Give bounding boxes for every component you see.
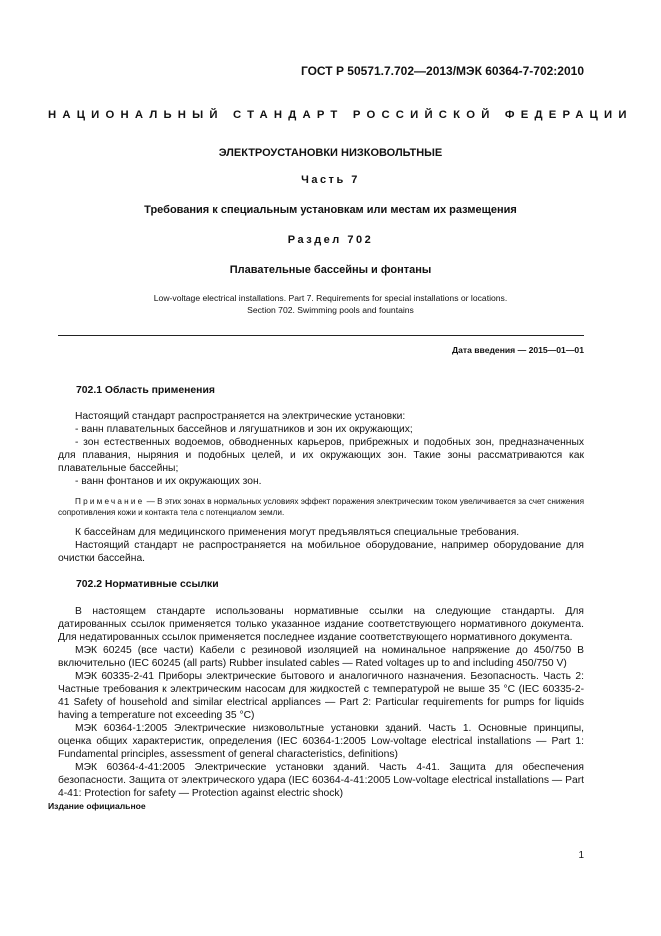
reference-item: МЭК 60364-1:2005 Электрические низковольтные установки зданий. Часть 1. Основные принципы, оценка общих характеристик, определения (IEC 60364-1:2005 Low-voltage electrical installations — Part 1: Fundamental principles, assessment of general characteristics, definitions) bbox=[58, 723, 584, 760]
section-702-1-body bbox=[58, 410, 584, 488]
reference-item: МЭК 60245 (все части) Кабели с резиновой изоляцией на номинальное напряжение до 450/750 В включительно (IEC 60245 (all parts) Rubber insulated cables — Rated voltages up to and including 450/750 V) bbox=[58, 645, 584, 669]
note-paragraph bbox=[58, 496, 584, 518]
official-edition-label: Издание официальное bbox=[48, 801, 146, 811]
list-item: - ванн плавательных бассейнов и лягушатников и зон их окружающих; bbox=[75, 424, 413, 435]
title-main: ЭЛЕКТРОУСТАНОВКИ НИЗКОВОЛЬТНЫЕ bbox=[218, 147, 443, 159]
section-702-1-heading: 702.1 Область применения bbox=[76, 385, 215, 396]
list-item: - зон естественных водоемов, обводненных карьеров, прибрежных и подобных зон, предназначенных для плавания, ныряния и подобных целей, и их окружающих зон. Такие зоны рассматриваются как плавательные бассейны; bbox=[58, 437, 584, 474]
note-label: Примечание bbox=[75, 497, 145, 506]
english-title bbox=[58, 292, 603, 316]
paragraph: К бассейнам для медицинского применения могут предъявляться специальные требования. bbox=[75, 527, 520, 538]
page-number: 1 bbox=[578, 850, 584, 861]
title-part-name: Требования к специальным установкам или местам их размещения bbox=[144, 204, 517, 216]
section-702-2-body bbox=[58, 605, 584, 800]
title-section: Раздел 702 bbox=[287, 234, 374, 246]
list-item: - ванн фонтанов и их окружающих зон. bbox=[75, 476, 262, 487]
introduction-date: Дата введения — 2015—01—01 bbox=[451, 345, 584, 355]
standard-code: ГОСТ Р 50571.7.702—2013/МЭК 60364-7-702:2010 bbox=[300, 64, 584, 78]
title-section-name: Плавательные бассейны и фонтаны bbox=[229, 264, 432, 276]
divider bbox=[58, 335, 584, 336]
paragraph: В настоящем стандарте использованы нормативные ссылки на следующие стандарты. Для датированных ссылок применяется только указанное издание соответствующего нормативного документа. Для недатированных ссылок применяется последнее издание соответствующего нормативного документа. bbox=[58, 606, 584, 643]
section-702-1-body-2 bbox=[58, 526, 584, 565]
reference-item: МЭК 60335-2-41 Приборы электрические бытового и аналогичного назначения. Безопасность. Часть 2: Частные требования к электрическим насосам для жидкостей с температурой не выше 35 °С (IEC 60335-2-41 Safety of household and similar electrical appliances — Part 2: Particular requirements for pumps for liquids having a temperature not exceeding 35 °С) bbox=[58, 671, 584, 721]
title-part: Часть 7 bbox=[301, 174, 360, 186]
reference-item: МЭК 60364-4-41:2005 Электрические установки зданий. Часть 4-41. Защита для обеспечения безопасности. Защита от электрического удара (IEC 60364-4-41:2005 Low-voltage electrical installations — Part 4-41: Protection for safety — Protection against electric shock) bbox=[58, 762, 584, 799]
note bbox=[58, 496, 584, 518]
paragraph: Настоящий стандарт распространяется на электрические установки: bbox=[75, 411, 406, 422]
english-title-line-2: Section 702. Swimming pools and fountains bbox=[247, 305, 414, 315]
note-text: — В этих зонах в нормальных условиях эффект поражения электрическим током увеличивается за счет снижения сопротивления кожи и контакта тела с потенциалом земли. bbox=[58, 497, 585, 517]
section-702-2-heading: 702.2 Нормативные ссылки bbox=[76, 579, 219, 590]
national-standard-banner: НАЦИОНАЛЬНЫЙ СТАНДАРТ РОССИЙСКОЙ ФЕДЕРАЦИИ bbox=[48, 109, 633, 121]
paragraph: Настоящий стандарт не распространяется на мобильное оборудование, например оборудование для очистки бассейна. bbox=[58, 540, 584, 564]
english-title-line-1: Low-voltage electrical installations. Part 7. Requirements for special installations or locations. bbox=[153, 293, 508, 303]
